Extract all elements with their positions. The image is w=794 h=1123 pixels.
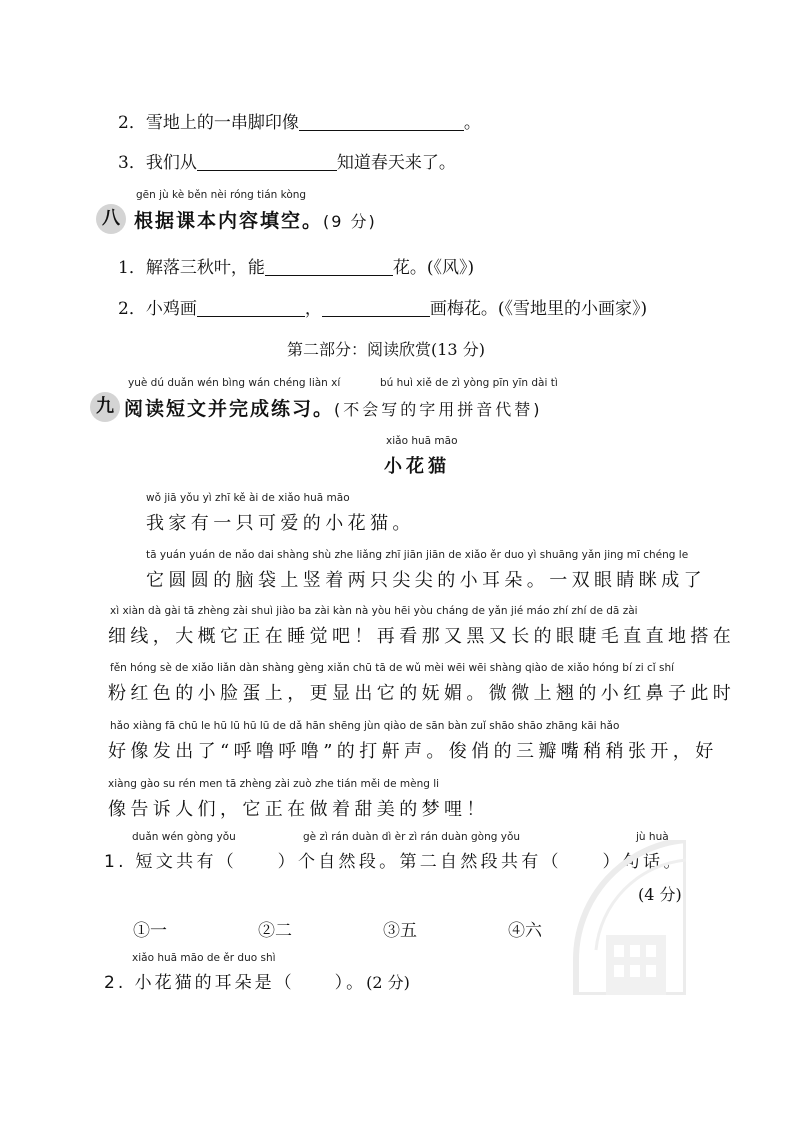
item-text: 解落三秋叶，能 (145, 258, 265, 278)
section9-note: (不会写的字用拼音代替) (334, 400, 543, 419)
item-number: 3． (118, 153, 146, 173)
q1-option-3[interactable]: ③五 (383, 921, 417, 941)
story-line-6: 像告诉人们，它正在做着甜美的梦哩！ (108, 799, 489, 820)
fill-blank-item-2 (118, 108, 481, 133)
story-line-1-pinyin: wǒ jiā yǒu yì zhī kě ài de xiǎo huā māo (146, 492, 350, 504)
section8-pinyin: gēn jù kè běn nèi róng tián kòng (136, 189, 307, 201)
section9-title (124, 394, 543, 421)
q2-text: 小花猫的耳朵是（ ）。 (134, 973, 367, 993)
item-number: 2． (118, 113, 146, 133)
answer-blank[interactable] (265, 258, 393, 276)
story-line-2-pinyin: tā yuán yuán de nǎo dai shàng shù zhe liǎng zhī jiān jiān de xiǎo ěr duo yì shuāng yǎn jing mī chéng le (146, 549, 689, 561)
section8-title (134, 206, 377, 233)
q2-score: (2 分) (366, 973, 410, 992)
story-line-6-pinyin: xiàng gào su rén men tā zhèng zài zuò zhe tián měi de mèng li (108, 778, 440, 790)
item-text: 我们从 (145, 153, 197, 173)
fill-blank-poem-1 (118, 253, 474, 278)
section9-title-text: 阅读短文并完成练习。 (124, 398, 335, 420)
question-2 (104, 968, 410, 993)
answer-blank[interactable] (299, 113, 464, 131)
q1-option-2[interactable]: ②二 (258, 921, 292, 941)
q1-pinyin-c: jù huà (636, 831, 669, 843)
q2-pinyin: xiǎo huā māo de ěr duo shì (132, 952, 276, 964)
building-watermark-icon (566, 840, 686, 995)
q1-option-4[interactable]: ④六 (508, 921, 542, 941)
section9-badge: 九 (90, 392, 120, 422)
section9-pinyin-right: bú huì xiě de zì yòng pīn yīn dài tì (380, 377, 558, 389)
q2-number: 2. (104, 973, 127, 993)
q1-number: 1. (104, 852, 127, 872)
story-line-5-pinyin: hǎo xiàng fā chū le hū lū hū lū de dǎ hān shēng jùn qiào de sān bàn zuǐ shāo shāo zhāng kāi hǎo (110, 720, 620, 732)
item-text-end: 。 (463, 113, 481, 133)
item-text-end: 花。(《风》) (392, 258, 475, 278)
section8-title-text: 根据课本内容填空。 (134, 210, 324, 232)
item-number: 1． (118, 258, 146, 278)
q1-pinyin-a: duǎn wén gòng yǒu (132, 831, 236, 843)
item-text-end: 画梅花。(《雪地里的小画家》) (429, 299, 648, 319)
item-number: 2． (118, 299, 146, 319)
story-line-5: 好像发出了“呼噜呼噜”的打鼾声。俊俏的三瓣嘴稍稍张开，好 (108, 741, 718, 762)
item-comma: ， (304, 299, 322, 319)
q1-pinyin-b: gè zì rán duàn dì èr zì rán duàn gòng yǒu (303, 831, 521, 843)
story-line-1: 我家有一只可爱的小花猫。 (146, 513, 415, 534)
section8-score: (9 分) (323, 212, 377, 231)
q1-score: (4 分) (638, 885, 682, 904)
q1-text: 短文共有（ ）个自然段。第二自然段共有（ ）句话。 (135, 852, 684, 872)
answer-blank-2[interactable] (322, 299, 430, 317)
part2-heading: 第二部分：阅读欣赏(13 分) (287, 340, 485, 359)
section9-pinyin-left: yuè dú duǎn wén bìng wán chéng liàn xí (128, 377, 341, 389)
item-text-end: 知道春天来了。 (336, 153, 456, 173)
story-line-4-pinyin: fěn hóng sè de xiǎo liǎn dàn shàng gèng xiǎn chū tā de wǔ mèi wēi wēi shàng qiào de xiǎo hóng bí zi cǐ shí (110, 662, 675, 674)
item-text: 雪地上的一串脚印像 (145, 113, 299, 133)
story-line-2: 它圆圆的脑袋上竖着两只尖尖的小耳朵。一双眼睛眯成了 (146, 570, 706, 591)
story-line-4: 粉红色的小脸蛋上，更显出它的妩媚。微微上翘的小红鼻子此时 (108, 683, 736, 704)
fill-blank-poem-2 (118, 294, 647, 319)
section8-badge: 八 (96, 204, 126, 234)
story-line-3-pinyin: xì xiàn dà gài tā zhèng zài shuì jiào ba zài kàn nà yòu hēi yòu cháng de yǎn jié máo zhí zhí de dā zài (110, 605, 638, 617)
fill-blank-item-3 (118, 148, 456, 173)
item-text: 小鸡画 (145, 299, 197, 319)
story-line-3: 细线，大概它正在睡觉吧！再看那又黑又长的眼睫毛直直地搭在 (108, 626, 736, 647)
q1-option-1[interactable]: ①一 (133, 921, 167, 941)
answer-blank[interactable] (197, 153, 337, 171)
story-title-pinyin: xiǎo huā māo (386, 435, 458, 447)
story-title: 小花猫 (384, 456, 450, 477)
answer-blank-1[interactable] (197, 299, 305, 317)
